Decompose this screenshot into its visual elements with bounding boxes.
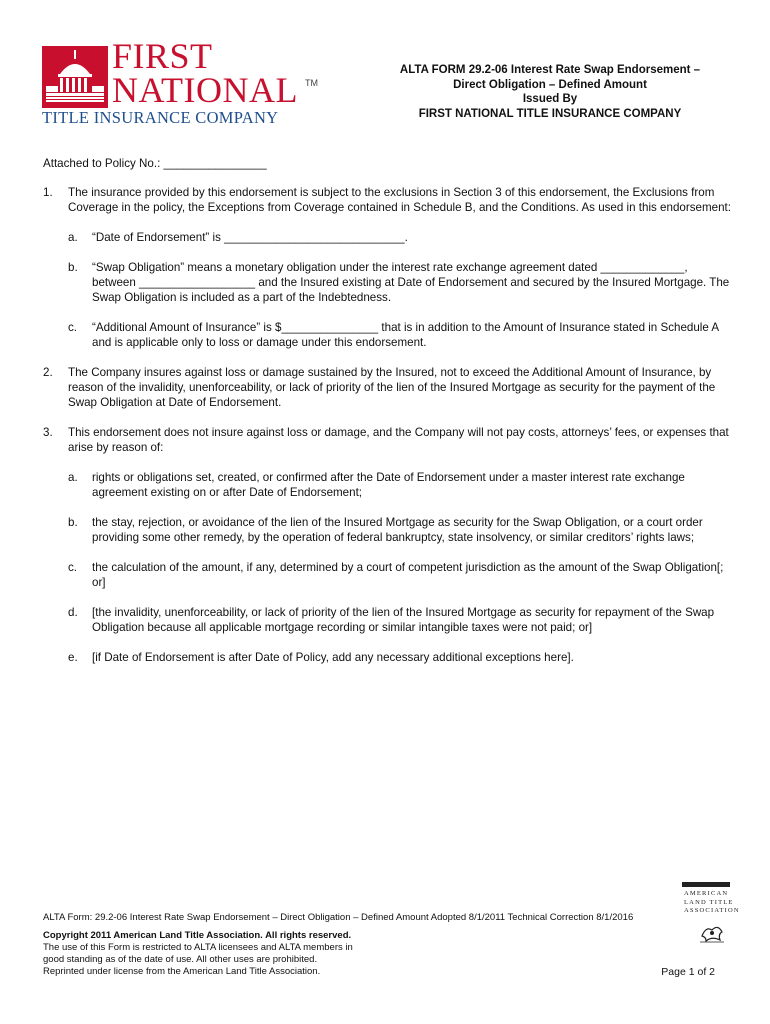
section-2 — [43, 365, 733, 410]
logo-word-first: FIRST — [112, 36, 213, 76]
section-number: 3. — [43, 426, 53, 439]
subsection-text: “Swap Obligation” means a monetary obligation under the interest rate exchange agreement dated _____________, between __________________ and the Insured existing at Date of Endorsement and secured by the Insured Mortgage. The Swap Obligation is included as a part of the Indebtedness. — [92, 261, 730, 304]
capitol-dome-icon — [42, 46, 108, 108]
footer-usage-line-1: The use of this Form is restricted to ALTA licensees and ALTA members in — [43, 942, 353, 953]
subsection-letter: e. — [68, 651, 78, 664]
subsection-letter: c. — [68, 561, 78, 574]
section-3 — [43, 425, 733, 665]
form-title — [350, 63, 750, 121]
subsection-text: the stay, rejection, or avoidance of the lien of the Insured Mortgage as security for the Swap Obligation, or a court order providing some other remedy, by the operation of federal bankruptcy, state insolvency, or similar creditors’ rights laws; — [92, 516, 703, 544]
subsection-3b — [68, 515, 733, 545]
alta-logo-line-1: AMERICAN — [684, 890, 729, 897]
alta-logo — [682, 882, 740, 944]
subsection-text: [if Date of Endorsement is after Date of Policy, add any necessary additional exceptions here]. — [92, 651, 574, 664]
subsection-letter: a. — [68, 231, 78, 244]
alta-logo-bar — [682, 882, 730, 887]
alta-seal-icon — [698, 922, 726, 944]
logo-word-national: NATIONAL — [112, 70, 298, 110]
section-text: The insurance provided by this endorsement is subject to the exclusions in Section 3 of this endorsement, the Exclusions from Coverage in the policy, the Exceptions from Coverage contained in Schedule B, and the Conditions. As used in this endorsement: — [68, 186, 731, 214]
alta-logo-text — [684, 890, 740, 916]
title-line-2: Direct Obligation – Defined Amount — [453, 78, 647, 91]
page-number: Page 1 of 2 — [661, 966, 715, 978]
subsection-1c — [68, 320, 733, 350]
section-number: 2. — [43, 366, 53, 379]
subsection-1b — [68, 260, 733, 305]
subsection-text: “Additional Amount of Insurance” is $_______________ that is in addition to the Amount of Insurance stated in Schedule A and is applicable only to loss or damage under this endorsement. — [92, 321, 719, 349]
section-number: 1. — [43, 186, 53, 199]
subsection-letter: c. — [68, 321, 78, 334]
subsection-letter: b. — [68, 516, 78, 529]
subsection-letter: b. — [68, 261, 78, 274]
footer-form-line: ALTA Form: 29.2-06 Interest Rate Swap Endorsement – Direct Obligation – Defined Amount Adopted 8/1/2011 Technical Correction 8/1/2016 — [43, 912, 634, 923]
subsection-3a — [68, 470, 733, 500]
subsection-text: [the invalidity, unenforceability, or lack of priority of the lien of the Insured Mortgage as security for repayment of the Swap Obligation because all applicable mortgage recording or similar intangible taxes were not paid; or] — [92, 606, 715, 634]
footer-usage-line-3: Reprinted under license from the American Land Title Association. — [43, 966, 321, 977]
subsection-text: rights or obligations set, created, or confirmed after the Date of Endorsement under a master interest rate exchange agreement existing on or after Date of Endorsement; — [92, 471, 685, 499]
section-1 — [43, 185, 733, 350]
title-line-3: Issued By — [522, 93, 578, 105]
section-text: The Company insures against loss or damage sustained by the Insured, not to exceed the Additional Amount of Insurance, by reason of the invalidity, unenforceability, or lack of priority of the lien of the Insured Mortgage as security for the payment of the Swap Obligation at Date of Endorsement. — [68, 366, 716, 409]
subsection-letter: d. — [68, 606, 78, 619]
subsection-3d — [68, 605, 733, 635]
footer-copyright: Copyright 2011 American Land Title Association. All rights reserved. — [43, 930, 352, 941]
logo-trademark: TM — [305, 78, 318, 88]
subsection-text: “Date of Endorsement” is ____________________________. — [92, 231, 408, 244]
subsection-letter: a. — [68, 471, 78, 484]
footer-usage-line-2: good standing as of the date of use. All other uses are prohibited. — [43, 954, 318, 965]
alta-logo-line-3: ASSOCIATION — [684, 907, 740, 914]
subsection-3e — [68, 650, 733, 665]
title-line-4: FIRST NATIONAL TITLE INSURANCE COMPANY — [418, 107, 682, 120]
subsection-1a — [68, 230, 733, 245]
subsection-text: the calculation of the amount, if any, determined by a court of competent jurisdiction as the amount of the Swap Obligation[; or] — [92, 561, 724, 589]
title-line-1: ALTA FORM 29.2-06 Interest Rate Swap Endorsement – — [399, 64, 701, 76]
section-text: This endorsement does not insure against loss or damage, and the Company will not pay costs, attorneys’ fees, or expenses that arise by reason of: — [68, 426, 729, 454]
subsection-3c — [68, 560, 733, 590]
company-logo — [42, 36, 322, 130]
logo-subtitle: TITLE INSURANCE COMPANY — [42, 108, 279, 127]
endorsement-body — [43, 156, 733, 680]
policy-number-line: Attached to Policy No.: ________________ — [43, 157, 267, 170]
alta-logo-line-2: LAND TITLE — [684, 898, 734, 906]
